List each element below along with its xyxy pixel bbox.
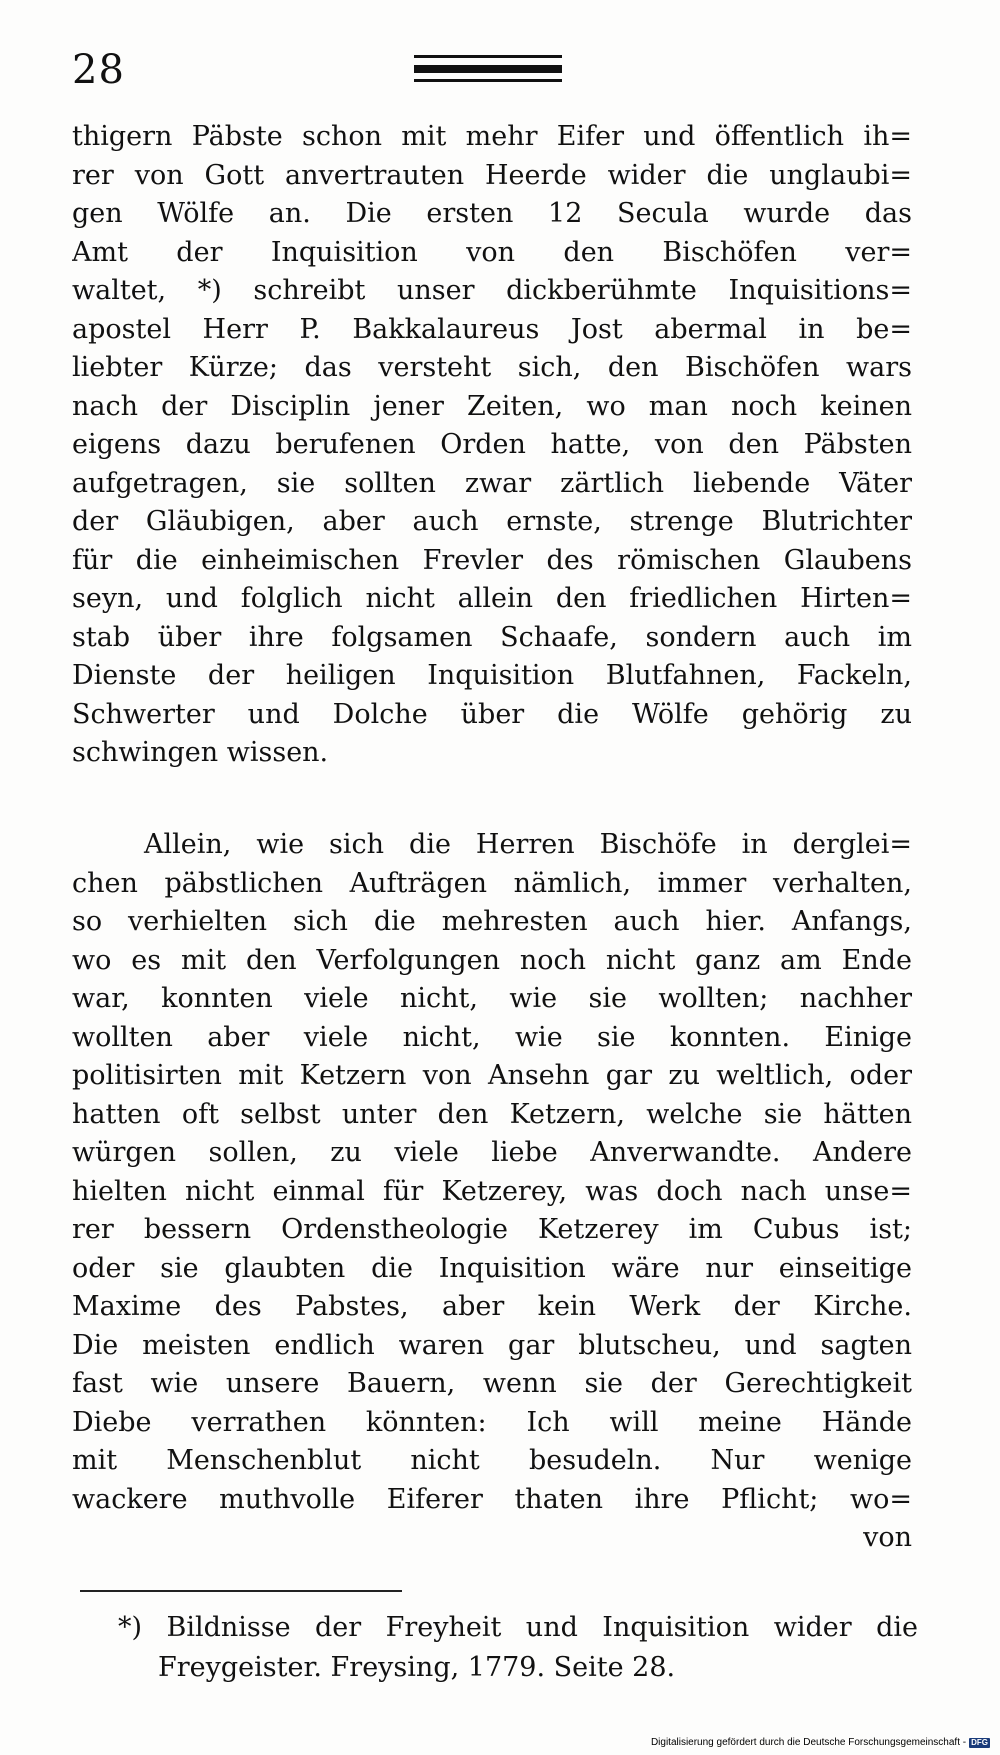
paragraph-1 <box>72 118 912 773</box>
dfg-logo-icon: DFG <box>971 1738 988 1747</box>
text-line: Diebe verrathen könnten: Ich will meine Hände <box>72 1406 912 1438</box>
text-line: stab über ihre folgsamen Schaafe, sondern auch im <box>72 621 912 653</box>
text-line: war, konnten viele nicht, wie sie wollten; nachher <box>72 983 912 1014</box>
footnote-line: *) Bildnisse der Freyheit und Inquisition wider die <box>118 1612 918 1643</box>
text-line: der Gläubigen, aber auch ernste, strenge Blutrichter <box>72 506 912 537</box>
text-line: politisirten mit Ketzern von Ansehn gar zu weltlich, oder <box>72 1060 912 1091</box>
text-line: wollten aber viele nicht, wie sie konnten. Einige <box>72 1021 912 1053</box>
text-line: hielten nicht einmal für Ketzerey, was doch nach unse= <box>72 1175 912 1207</box>
footnote-separator <box>80 1590 402 1592</box>
text-line: hatten oft selbst unter den Ketzern, welche sie hätten <box>72 1098 912 1130</box>
text-line: fast wie unsere Bauern, wenn sie der Gerechtigkeit <box>72 1368 912 1399</box>
header-ornament-rule <box>414 55 562 83</box>
text-line: aufgetragen, sie sollten zwar zärtlich liebende Väter <box>72 467 912 499</box>
text-line: gen Wölfe an. Die ersten 12 Secula wurde das <box>72 198 912 229</box>
text-line: Allein, wie sich die Herren Bischöfe in derglei= <box>144 829 912 860</box>
paragraph-2 <box>72 826 912 1558</box>
text-line: Maxime des Pabstes, aber kein Werk der Kirche. <box>72 1291 912 1322</box>
text-line: apostel Herr P. Bakkalaureus Jost abermal in be= <box>72 313 912 345</box>
page-number: 28 <box>72 47 125 93</box>
credit-text: Digitalisierung gefördert durch die Deutsche Forschungsgemeinschaft - <box>650 1737 967 1748</box>
text-line: nach der Disciplin jener Zeiten, wo man noch keinen <box>72 390 912 422</box>
catchword: von <box>863 1522 912 1553</box>
text-line: würgen sollen, zu viele liebe Anverwandte. Andere <box>72 1137 912 1168</box>
footnote-line: Freygeister. Freysing, 1779. Seite 28. <box>158 1652 676 1683</box>
text-line: thigern Päbste schon mit mehr Eifer und öffentlich ih= <box>72 121 912 152</box>
text-line: waltet, *) schreibt unser dickberühmte Inquisitions= <box>72 275 912 306</box>
text-line: für die einheimischen Frevler des römischen Glaubens <box>72 544 912 576</box>
text-line: Amt der Inquisition von den Bischöfen ver= <box>72 236 912 268</box>
text-line: wo es mit den Verfolgungen noch nicht ganz am Ende <box>72 944 912 976</box>
text-line: Dienste der heiligen Inquisition Blutfahnen, Fackeln, <box>72 660 912 691</box>
text-line: mit Menschenblut nicht besudeln. Nur wenige <box>72 1445 912 1476</box>
footnote <box>118 1608 918 1688</box>
text-line: chen päbstlichen Aufträgen nämlich, immer verhalten, <box>72 867 912 899</box>
header-rule-thick-line <box>414 65 562 73</box>
text-line: liebter Kürze; das versteht sich, den Bischöfen wars <box>72 352 912 383</box>
text-line: Schwerter und Dolche über die Wölfe gehörig zu <box>72 698 912 730</box>
text-line: oder sie glaubten die Inquisition wäre nur einseitige <box>72 1252 912 1284</box>
text-line: so verhielten sich die mehresten auch hier. Anfangs, <box>72 906 912 937</box>
header-rule-bottom-line <box>414 79 562 82</box>
text-line: rer von Gott anvertrauten Heerde wider die unglaubi= <box>72 159 912 191</box>
text-line: schwingen wissen. <box>72 737 329 768</box>
text-line: eigens dazu berufenen Orden hatte, von den Päbsten <box>72 429 912 460</box>
digitization-credit <box>651 1737 990 1749</box>
text-line: rer bessern Ordenstheologie Ketzerey im Cubus ist; <box>72 1214 912 1245</box>
text-line: seyn, und folglich nicht allein den friedlichen Hirten= <box>72 583 912 614</box>
header-rule-top-line <box>414 55 562 58</box>
text-line: wackere muthvolle Eiferer thaten ihre Pflicht; wo= <box>72 1483 912 1515</box>
text-line: Die meisten endlich waren gar blutscheu, und sagten <box>72 1329 912 1361</box>
